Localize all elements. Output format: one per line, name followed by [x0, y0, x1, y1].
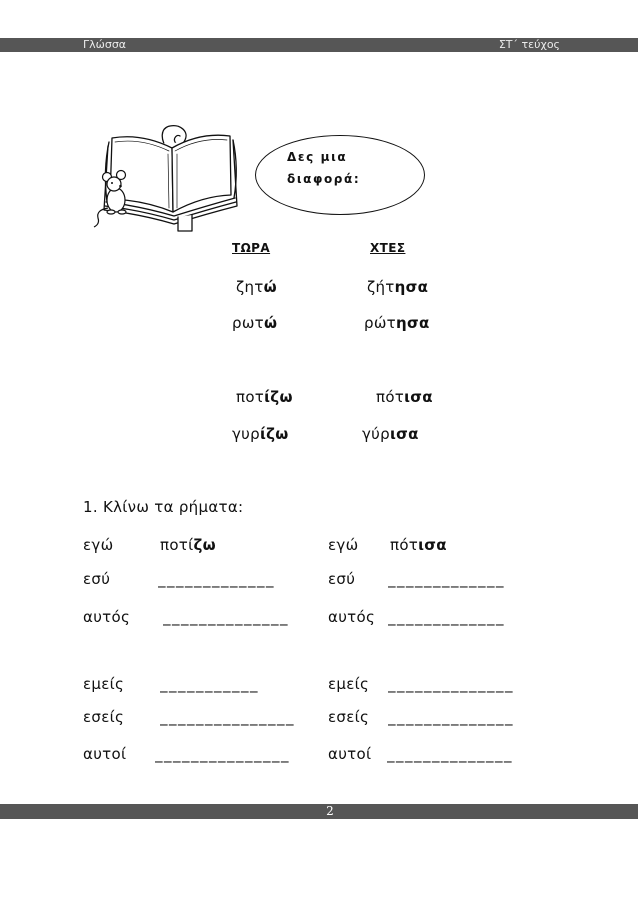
callout-bubble: [255, 135, 425, 215]
pronoun: αυτός: [83, 608, 131, 626]
pronoun: εσείς: [83, 708, 125, 726]
pronoun: εγώ: [328, 536, 359, 554]
verb-past: [367, 277, 428, 297]
callout-line-2: διαφορά:: [287, 172, 361, 186]
answer-blank: ______________: [387, 745, 513, 763]
verb-past: [364, 313, 430, 333]
verb-stem: γυρ: [232, 425, 260, 443]
answer-blank: ______________: [388, 708, 514, 726]
answer-blank: _____________: [388, 608, 505, 626]
answer-blank: _______________: [155, 745, 290, 763]
pronoun: εμείς: [83, 675, 125, 693]
answer-blank: ______________: [388, 675, 514, 693]
verb-stem: ποτ: [236, 388, 265, 406]
issue-label: ΣΤ΄ τεύχος: [498, 38, 560, 51]
verb-ending: ώ: [264, 314, 278, 332]
footer-bar: [0, 804, 638, 819]
conjugated-verb: [160, 535, 216, 555]
verb-ending: ζω: [193, 536, 217, 554]
verb-ending: ίζω: [259, 425, 289, 443]
verb-stem: ποτί: [160, 536, 194, 554]
verb-ending: ισα: [389, 425, 419, 443]
page-number: 2: [326, 804, 334, 818]
header-bar: [0, 38, 638, 52]
verb-stem: ρώτ: [364, 314, 397, 332]
verb-stem: γύρ: [362, 425, 390, 443]
verb-past: [376, 387, 433, 407]
verb-ending: ησα: [394, 278, 429, 296]
verb-stem: πότ: [390, 536, 419, 554]
conjugated-verb: [390, 535, 447, 555]
pronoun: εσείς: [328, 708, 370, 726]
verb-now: [236, 277, 277, 297]
pronoun: εγώ: [83, 536, 114, 554]
header-past: ΧΤΕΣ: [370, 241, 406, 255]
verb-stem: ρωτ: [232, 314, 265, 332]
verb-now: [232, 424, 289, 444]
answer-blank: _____________: [158, 570, 275, 588]
answer-blank: _______________: [160, 708, 295, 726]
verb-past: [362, 424, 419, 444]
pronoun: αυτός: [328, 608, 376, 626]
pronoun: αυτοί: [328, 745, 372, 763]
mouse-illustration: [94, 171, 126, 228]
verb-stem: πότ: [376, 388, 405, 406]
verb-ending: ησα: [396, 314, 430, 332]
open-book-illustration: [92, 118, 242, 236]
verb-now: [232, 313, 277, 333]
verb-ending: ισα: [404, 388, 433, 406]
exercise-title: 1. Κλίνω τα ρήματα:: [83, 498, 244, 516]
verb-now: [236, 387, 293, 407]
verb-ending: ισα: [418, 536, 447, 554]
pronoun: αυτοί: [83, 745, 127, 763]
pronoun: εσύ: [83, 570, 111, 588]
answer-blank: ___________: [160, 675, 259, 693]
verb-stem: ζήτ: [367, 278, 395, 296]
subject-title: Γλώσσα: [83, 38, 127, 51]
verb-stem: ζητ: [236, 278, 264, 296]
verb-ending: ώ: [263, 278, 277, 296]
answer-blank: ______________: [163, 608, 289, 626]
header-now: ΤΩΡΑ: [232, 241, 271, 255]
callout-line-1: Δες μια: [287, 150, 348, 164]
pronoun: εσύ: [328, 570, 356, 588]
answer-blank: _____________: [388, 570, 505, 588]
pronoun: εμείς: [328, 675, 370, 693]
verb-ending: ίζω: [264, 388, 293, 406]
